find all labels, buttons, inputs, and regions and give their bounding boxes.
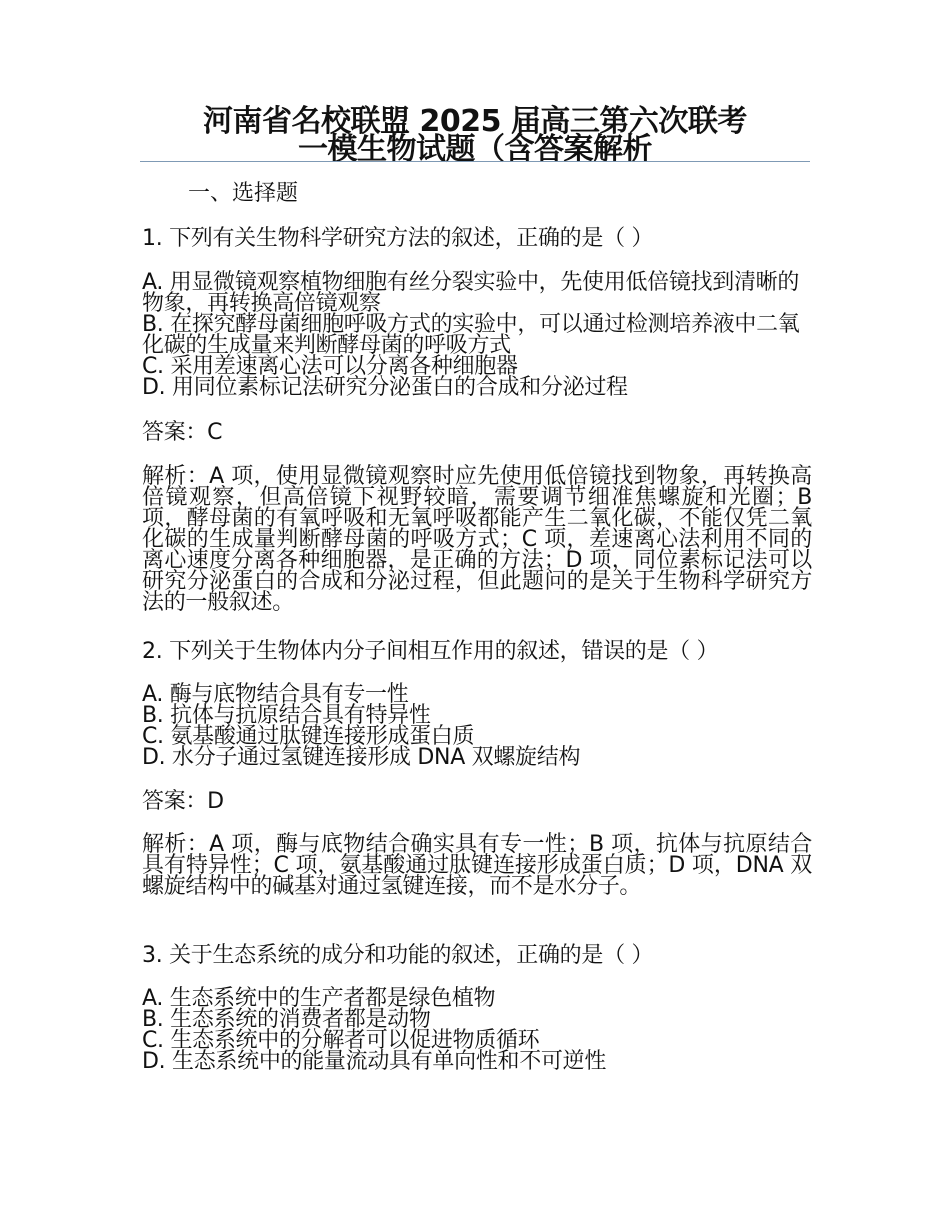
question-2-explanation: 解析：A 项，酶与底物结合确实具有专一性；B 项，抗体与抗原结合具有特异性；C 项，氨基酸通过肽键连接形成蛋白质；D 项，DNA 双螺旋结构中的碱基对通过氢键连接，而不是水分子。 [142,832,812,899]
question-1-option-b: B. 在探究酵母菌细胞呼吸方式的实验中，可以通过检测培养液中二氧化碳的生成量来判断酵母菌的呼吸方式 [142,312,800,358]
question-1-option-d: D. 用同位素标记法研究分泌蛋白的合成和分泌过程 [142,375,628,400]
question-3-options [142,988,812,1072]
section-heading: 一、选择题 [188,181,299,206]
question-1-options [142,272,812,398]
question-2-option-c: C. 氨基酸通过肽键连接形成蛋白质 [142,724,475,749]
question-2-options [142,684,812,768]
question-2-answer: 答案：D [142,789,224,814]
document-title [140,104,810,167]
question-1-option-a: A. 用显微镜观察植物细胞有丝分裂实验中，先使用低倍镜找到清晰的物象，再转换高倍镜观察 [142,270,800,316]
question-3-option-b: B. 生态系统的消费者都是动物 [142,1007,431,1032]
question-1-answer: 答案：C [142,420,223,445]
question-2-option-b: B. 抗体与抗原结合具有特异性 [142,703,431,728]
title-line-2: 一模生物试题（含答案解析 [298,132,652,167]
question-2-stem: 2. 下列关于生物体内分子间相互作用的叙述，错误的是（ ） [142,639,719,664]
question-1-stem: 1. 下列有关生物科学研究方法的叙述，正确的是（ ） [142,226,654,251]
question-2-option-d: D. 水分子通过氢键连接形成 DNA 双螺旋结构 [142,745,581,770]
question-1-option-c: C. 采用差速离心法可以分离各种细胞器 [142,354,518,379]
question-3-stem: 3. 关于生态系统的成分和功能的叙述，正确的是（ ） [142,943,654,968]
question-2-option-a: A. 酶与底物结合具有专一性 [142,682,409,707]
question-3-option-c: C. 生态系统中的分解者可以促进物质循环 [142,1028,540,1053]
title-divider [140,161,810,162]
question-3-option-d: D. 生态系统中的能量流动具有单向性和不可逆性 [142,1049,607,1074]
question-1-explanation: 解析：A 项，使用显微镜观察时应先使用低倍镜找到物象，再转换高倍镜观察，但高倍镜下视野较暗，需要调节细准焦螺旋和光圈；B 项，酵母菌的有氧呼吸和无氧呼吸都能产生二氧化碳，不能仅凭二氧化碳的生成量判断酵母菌的呼吸方式；C 项，差速离心法利用不同的离心速度分离各种细胞器，是正确的方法；D 项，同位素标记法可以研究分泌蛋白的合成和分泌过程，但此题问的是关于生物科学研究方法的一般叙述。 [142,464,812,615]
question-3-option-a: A. 生态系统中的生产者都是绿色植物 [142,986,496,1011]
title-line-1: 河南省名校联盟 2025 届高三第六次联考 [203,104,747,139]
